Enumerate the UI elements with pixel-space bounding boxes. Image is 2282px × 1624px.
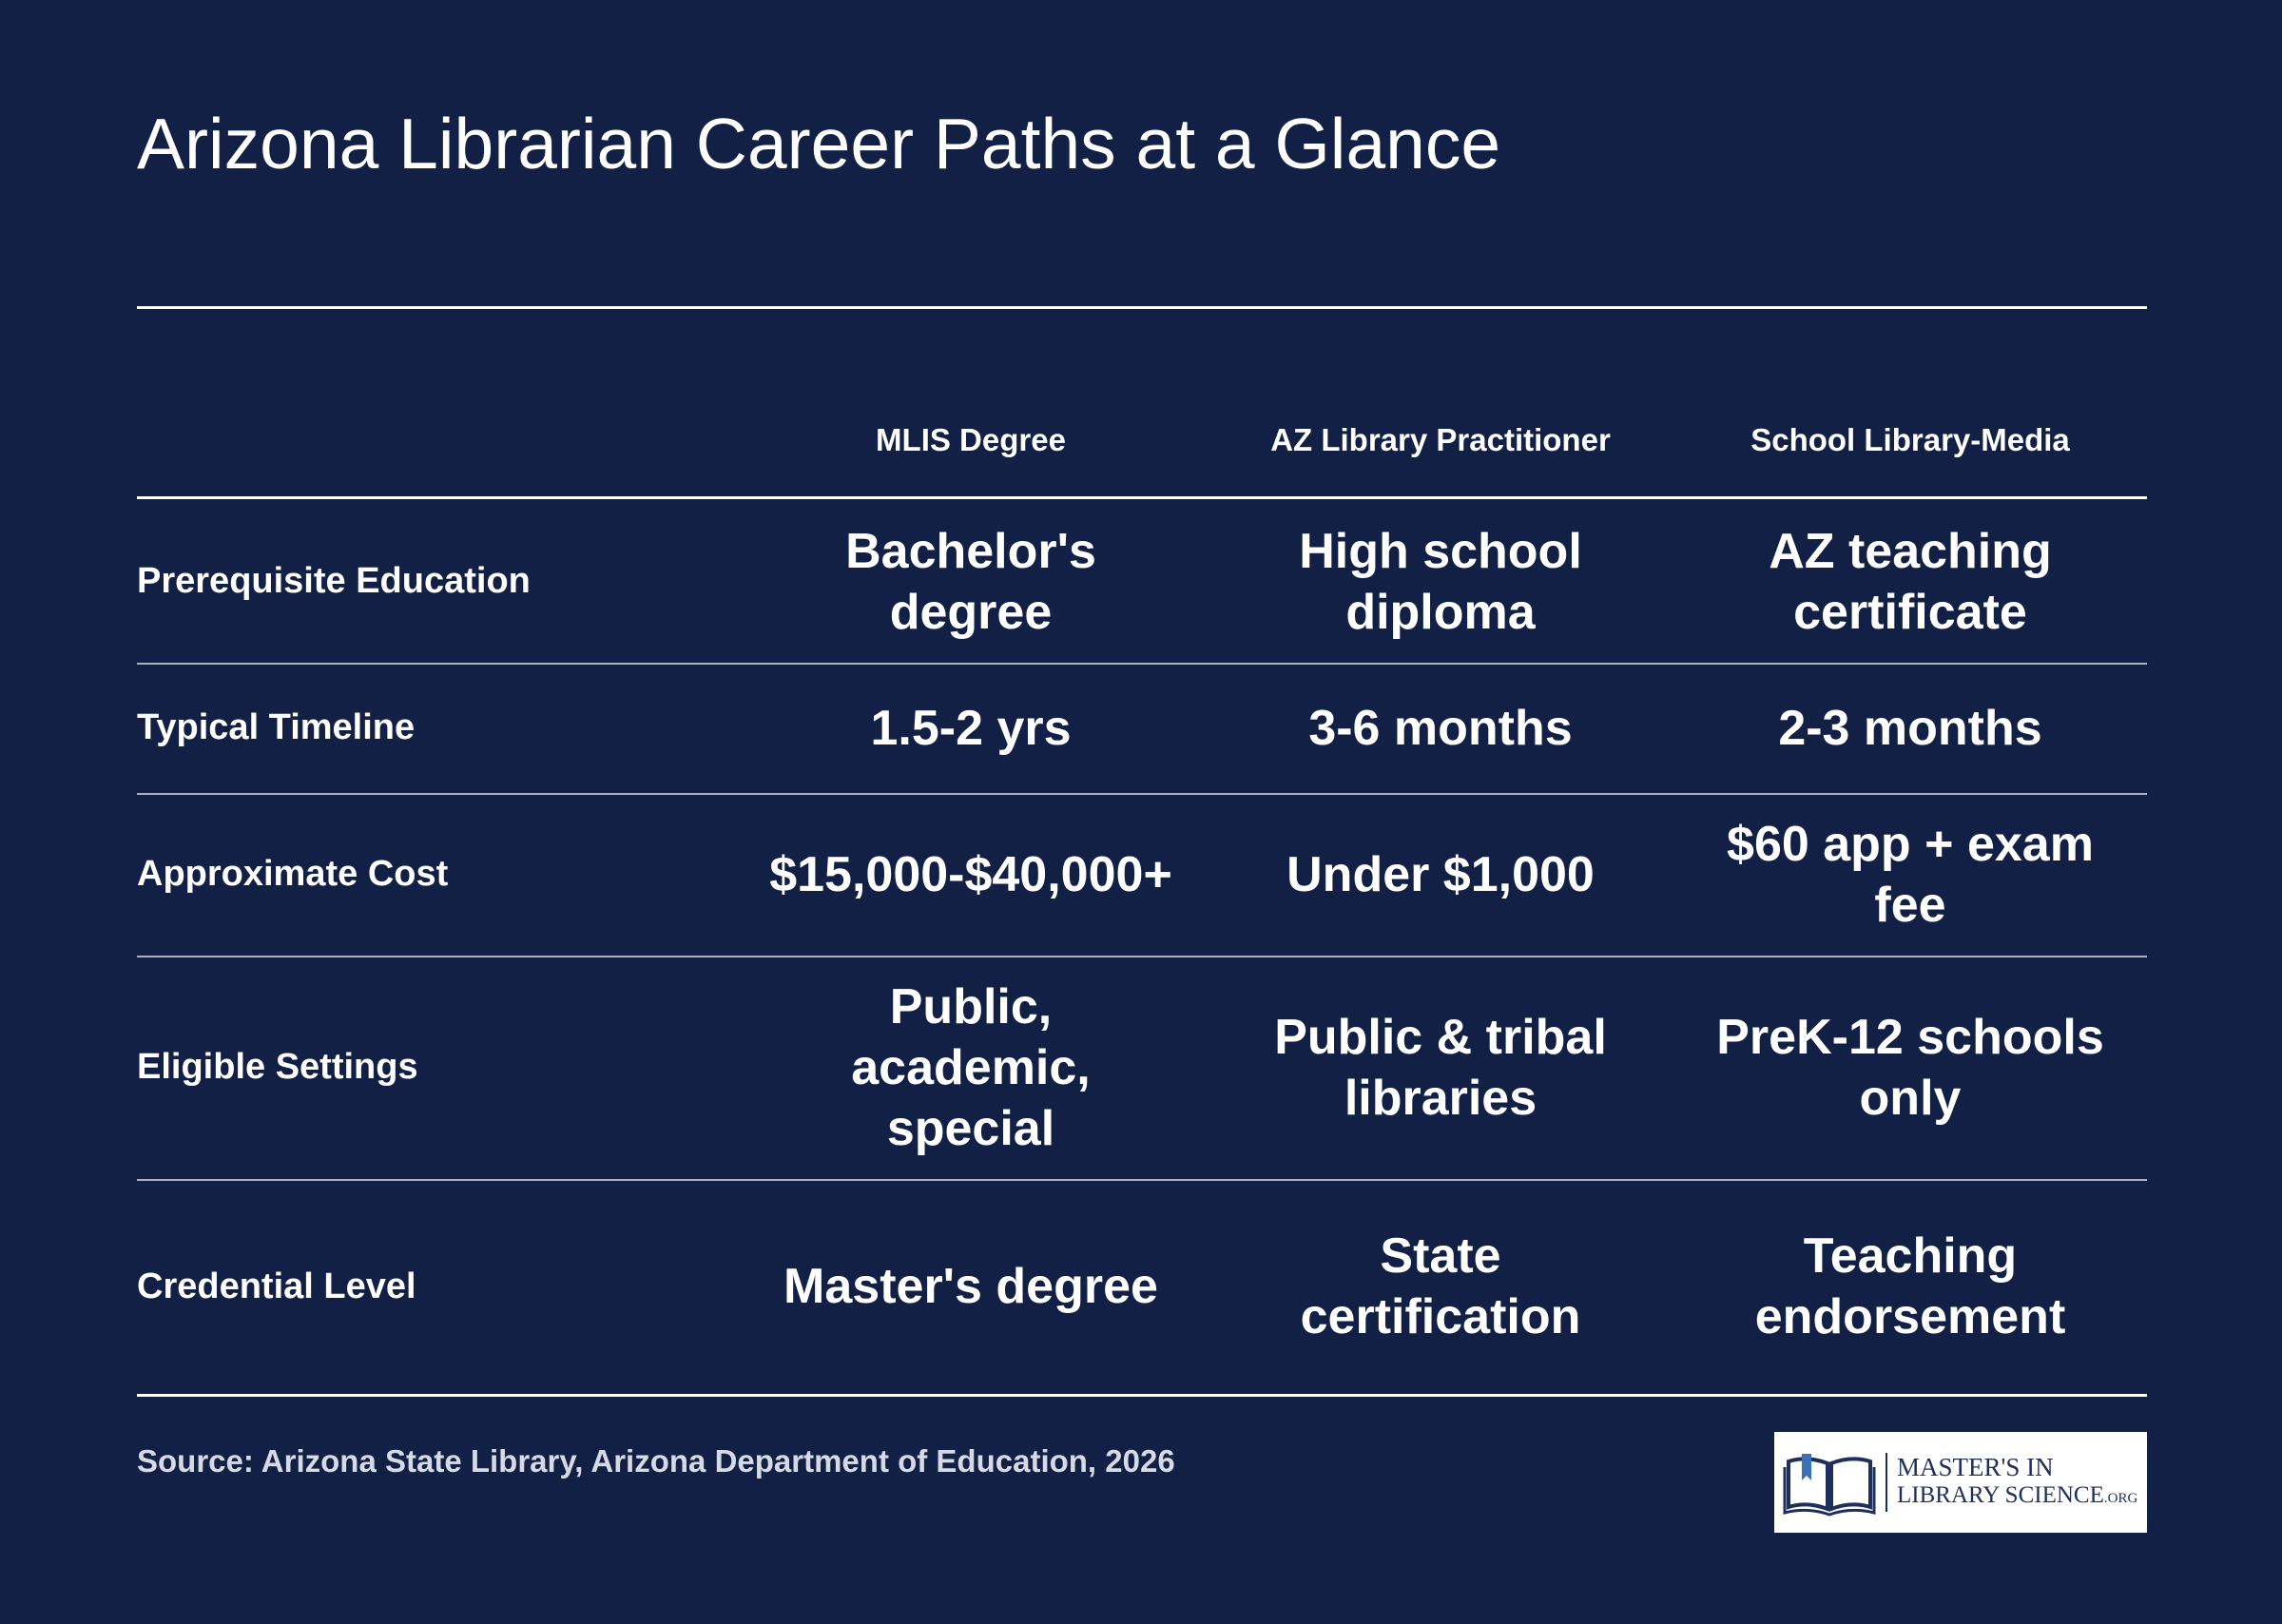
table-cell: [1711, 793, 2110, 956]
table-cell: [1241, 793, 1640, 956]
logo-divider: [1886, 1453, 1887, 1512]
table-cell: [1711, 500, 2110, 663]
cell-text: [1778, 698, 2041, 759]
table-cell: [1241, 956, 1640, 1179]
column-header-practitioner: AZ Library Practitioner: [1270, 422, 1611, 457]
site-logo: [1774, 1432, 2147, 1533]
table-cell: [1241, 500, 1640, 663]
cell-text: [845, 521, 1096, 643]
table-cell: [1241, 1179, 1640, 1394]
cell-text: [870, 698, 1071, 759]
row-label: Typical Timeline: [137, 707, 416, 747]
cell-line: Master's degree: [783, 1259, 1158, 1314]
logo-wordmark: [1897, 1453, 2137, 1513]
table-cell: [1241, 663, 1640, 793]
table-cell: [1711, 1179, 2110, 1394]
cell-line: 1.5-2 yrs: [870, 700, 1072, 756]
cell-text: [1769, 521, 2052, 643]
cell-line: High school: [1299, 523, 1582, 579]
cell-line: certification: [1300, 1289, 1581, 1344]
cell-line: only: [1859, 1070, 1962, 1126]
cell-line: AZ teaching: [1769, 523, 2052, 579]
cell-line: libraries: [1344, 1070, 1537, 1126]
cell-text: [1716, 1007, 2104, 1129]
table-cell: [771, 500, 1170, 663]
cell-text: [769, 844, 1172, 905]
table-cell: [1711, 663, 2110, 793]
table-cell: [1711, 956, 2110, 1179]
column-header-school-media: School Library-Media: [1750, 422, 2070, 457]
table-cell: [771, 956, 1170, 1179]
header-divider: [137, 496, 2147, 499]
cell-text: [1274, 1007, 1607, 1129]
cell-line: endorsement: [1754, 1289, 2066, 1344]
open-book-icon: [1783, 1448, 1876, 1517]
cell-line: Public & tribal: [1274, 1009, 1607, 1065]
cell-text: [1727, 814, 2094, 936]
cell-line: Public,: [889, 978, 1053, 1034]
row-label: Eligible Settings: [137, 1047, 418, 1087]
cell-text: [1299, 521, 1582, 643]
cell-line: $60 app + exam: [1727, 816, 2094, 872]
cell-line: certificate: [1793, 584, 2027, 640]
cell-line: 3-6 months: [1308, 700, 1573, 756]
cell-text: [1755, 1226, 2066, 1347]
cell-line: Under $1,000: [1286, 846, 1595, 902]
cell-line: $15,000-$40,000+: [769, 846, 1172, 902]
logo-line-1: MASTER'S IN: [1897, 1452, 2054, 1481]
footer-divider: [137, 1394, 2147, 1397]
logo-line-2-text: LIBRARY SCIENCE: [1897, 1481, 2104, 1508]
logo-line-2: [1897, 1481, 2137, 1513]
logo-suffix: .ORG: [2103, 1490, 2138, 1506]
cell-line: degree: [889, 584, 1053, 640]
cell-line: academic,: [851, 1039, 1091, 1095]
table-cell: [771, 1179, 1170, 1394]
cell-line: State: [1380, 1228, 1501, 1284]
cell-line: Teaching: [1803, 1228, 2018, 1284]
table-cell: [771, 663, 1170, 793]
title-divider: [137, 306, 2147, 309]
row-label: Prerequisite Education: [137, 561, 531, 601]
cell-text: [1301, 1226, 1581, 1347]
column-header-mlis: MLIS Degree: [876, 422, 1066, 457]
cell-text: [1308, 698, 1572, 759]
cell-text: [851, 976, 1091, 1159]
cell-line: special: [886, 1100, 1055, 1156]
cell-line: Bachelor's: [845, 523, 1096, 579]
page-title: Arizona Librarian Career Paths at a Glance: [137, 104, 1501, 184]
cell-line: diploma: [1345, 584, 1536, 640]
cell-text: [783, 1256, 1158, 1317]
row-label: Credential Level: [137, 1266, 416, 1306]
source-note: Source: Arizona State Library, Arizona Department of Education, 2026: [137, 1443, 1175, 1479]
cell-line: PreK-12 schools: [1716, 1009, 2104, 1065]
table-cell: [771, 793, 1170, 956]
row-label: Approximate Cost: [137, 854, 449, 894]
cell-line: 2-3 months: [1778, 700, 2042, 756]
cell-text: [1286, 844, 1595, 905]
cell-line: fee: [1874, 877, 1946, 933]
